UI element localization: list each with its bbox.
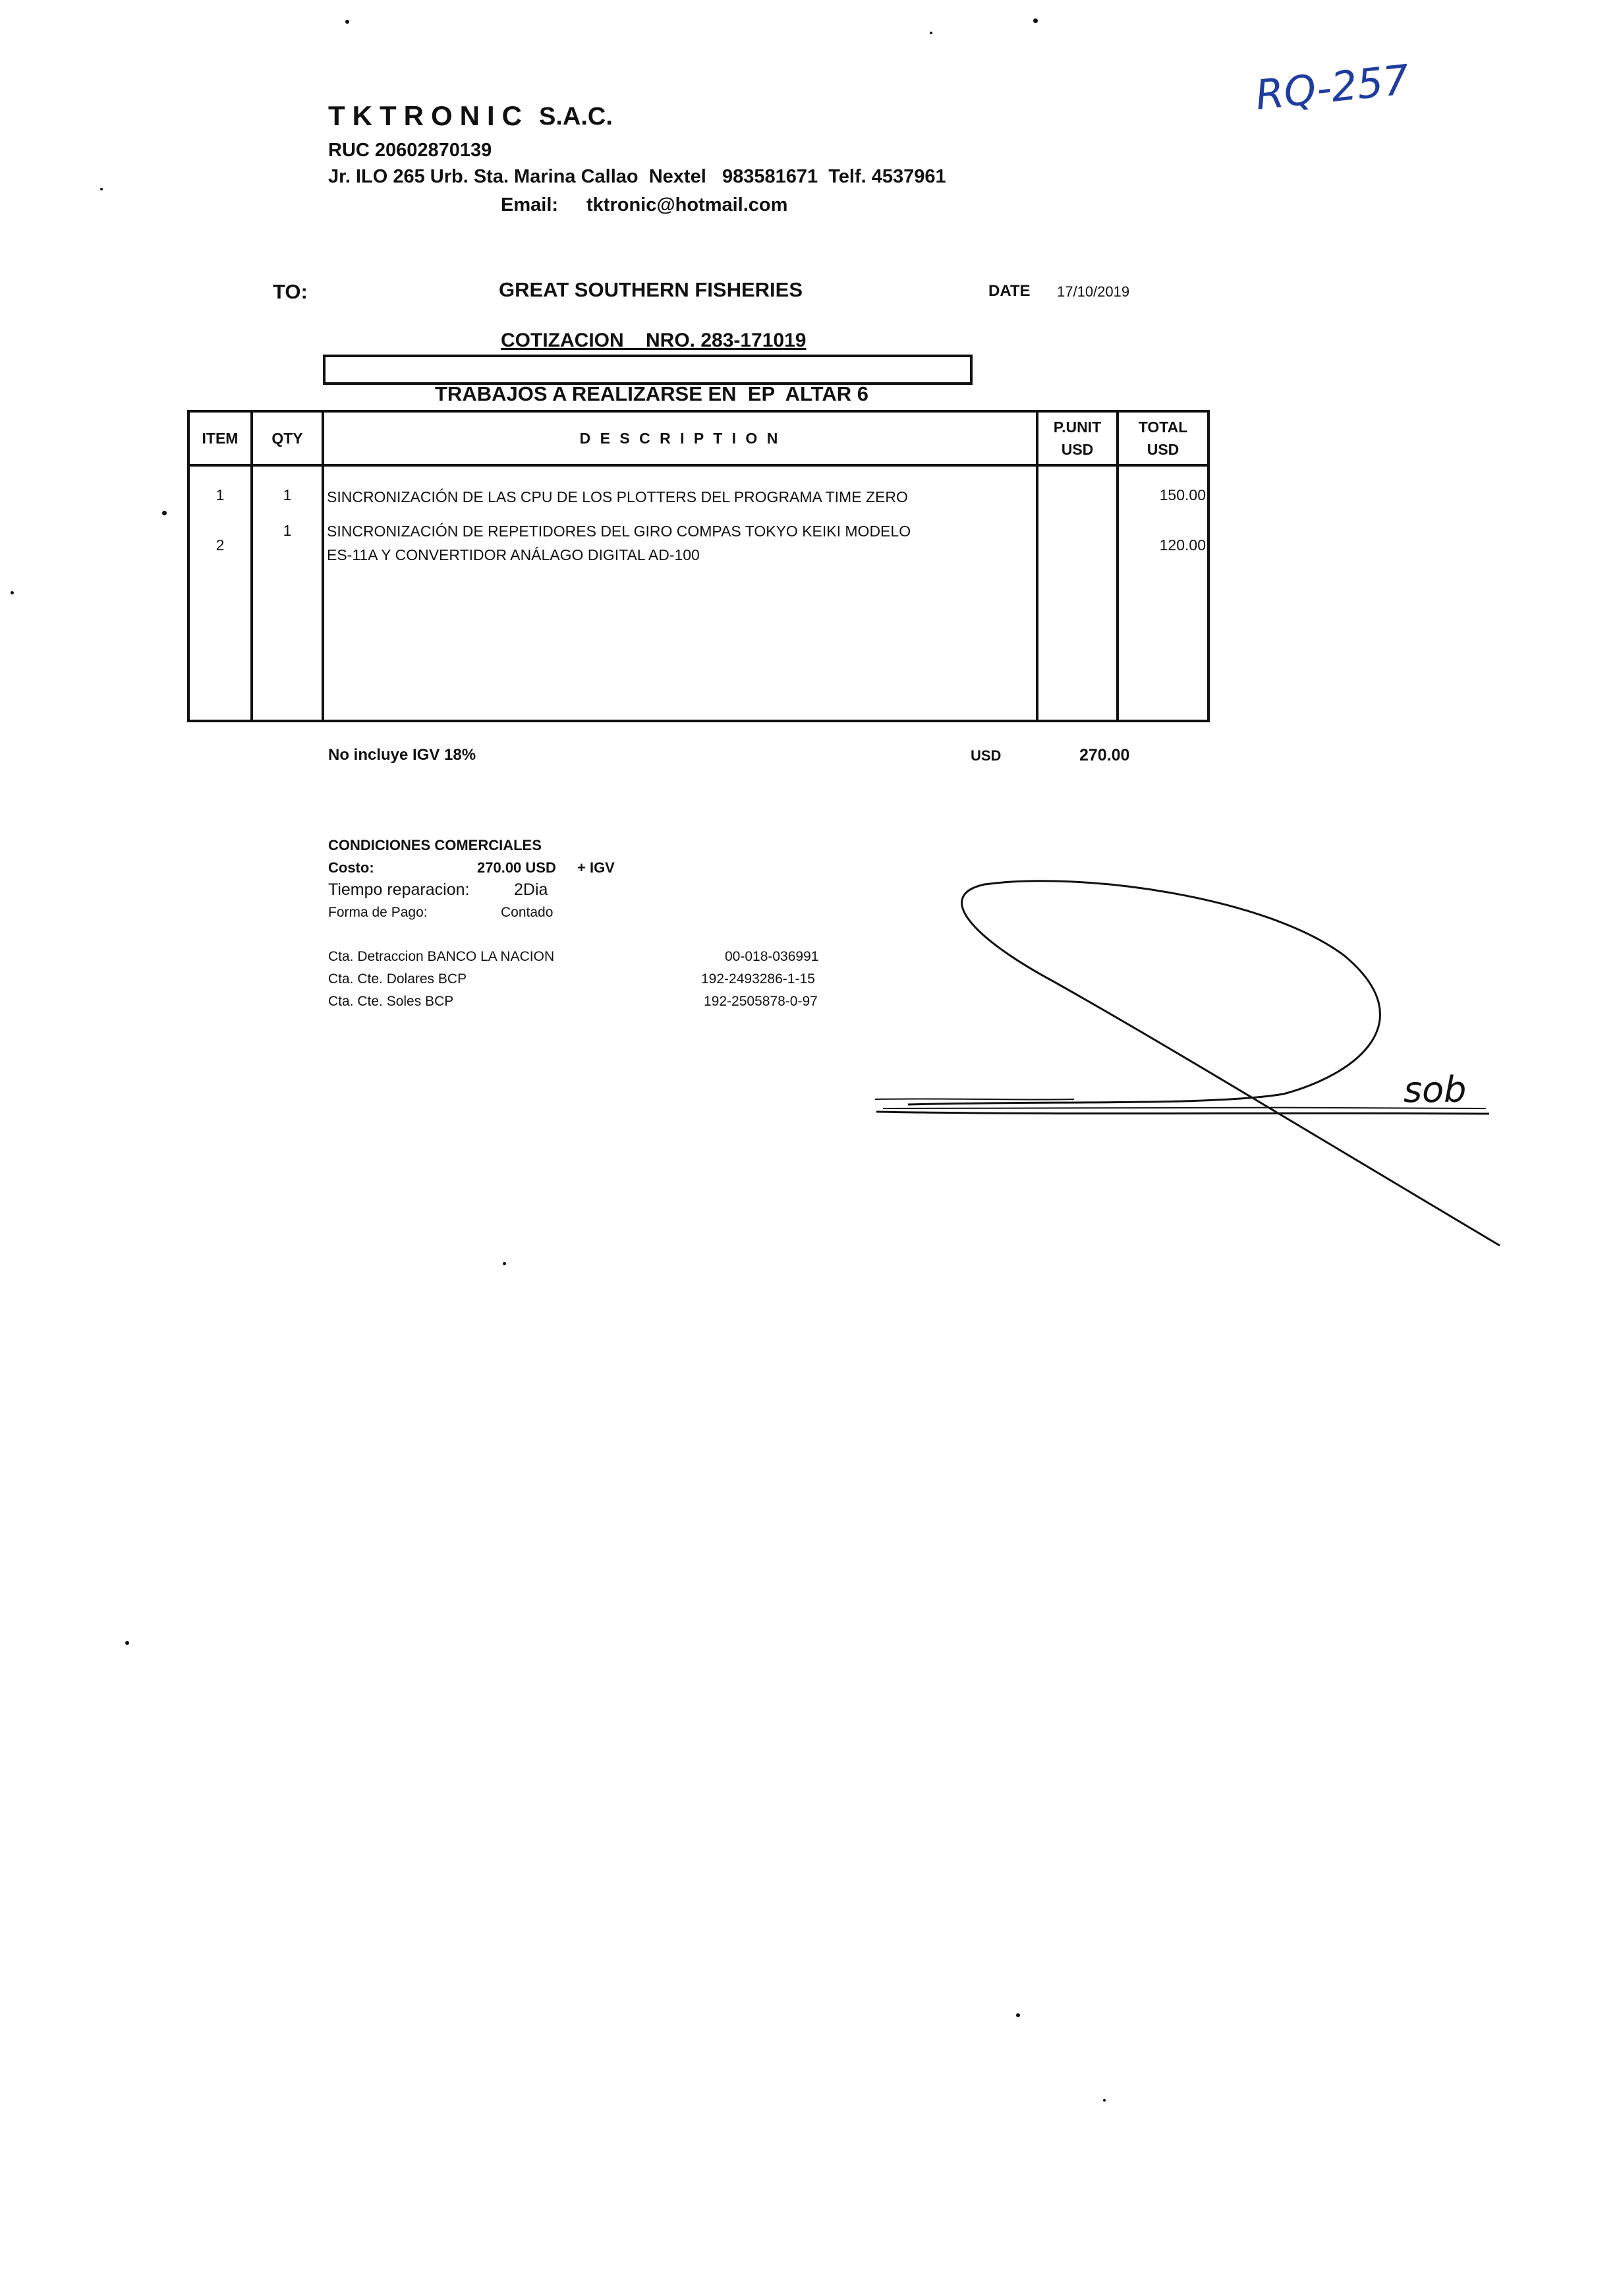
scan-speck — [930, 32, 932, 34]
scan-speck — [503, 1262, 506, 1265]
time-value: 2Dia — [514, 880, 548, 899]
handwritten-reference: RQ-257 — [1253, 55, 1411, 120]
date-label: DATE — [988, 282, 1031, 300]
scan-speck — [11, 591, 14, 594]
table-row — [188, 509, 1208, 721]
account-label: Cta. Cte. Dolares BCP — [328, 971, 467, 987]
signature-stroke — [908, 881, 1500, 1246]
row1-item: 1 — [188, 465, 252, 509]
row2-description-line1: SINCRONIZACIÓN DE REPETIDORES DEL GIRO COMPAS TOKYO KEIKI MODELO — [327, 523, 911, 540]
quote-number: COTIZACION NRO. 283-171019 — [501, 330, 807, 351]
row2-unit — [1037, 509, 1118, 721]
payment-label: Forma de Pago: — [328, 905, 428, 920]
account-label: Cta. Detraccion BANCO LA NACION — [328, 949, 555, 964]
header-qty: QTY — [252, 411, 323, 465]
row1-unit — [1037, 465, 1118, 509]
account-number: 192-2493286-1-15 — [701, 971, 815, 987]
header-total — [1118, 411, 1208, 465]
company-name: TKTRONIC — [328, 100, 529, 131]
client-name: GREAT SOUTHERN FISHERIES — [499, 278, 803, 301]
account-number: 00-018-036991 — [725, 949, 819, 964]
conditions-heading: CONDICIONES COMERCIALES — [328, 837, 542, 853]
cost-label: Costo: — [328, 859, 374, 876]
header-unit-line2: USD — [1061, 441, 1094, 458]
total-amount: 270.00 — [1079, 746, 1130, 764]
cost-value: 270.00 USD — [477, 859, 556, 876]
header-description: D E S C R I P T I O N — [323, 411, 1037, 465]
signature-underline — [876, 1112, 1489, 1114]
company-email-label: Email: — [501, 194, 559, 215]
row1-description: SINCRONIZACIÓN DE LAS CPU DE LOS PLOTTERS DEL PROGRAMA TIME ZERO — [323, 465, 1037, 509]
to-label: TO: — [273, 280, 308, 303]
row2-total: 120.00 — [1118, 509, 1208, 721]
items-table — [187, 410, 1210, 722]
cost-extra: + IGV — [577, 859, 615, 876]
table-row — [188, 465, 1208, 509]
payment-value: Contado — [501, 905, 554, 920]
header-unit-line1: P.UNIT — [1053, 418, 1102, 436]
company-suffix: S.A.C. — [539, 103, 613, 130]
work-title: TRABAJOS A REALIZARSE EN EP ALTAR 6 — [435, 382, 868, 405]
scan-speck — [1103, 2099, 1106, 2102]
table-header-row — [188, 411, 1208, 465]
header-unit-price — [1037, 411, 1118, 465]
row2-description-line2: ES-11A Y CONVERTIDOR ANÁLAGO DIGITAL AD-100 — [327, 546, 700, 563]
header-item: ITEM — [188, 411, 252, 465]
scan-speck — [1033, 18, 1038, 23]
row2-qty: 1 — [252, 509, 323, 721]
scan-speck — [125, 1641, 129, 1645]
company-ruc: RUC 20602870139 — [328, 140, 492, 161]
signature-underline-2 — [883, 1108, 1486, 1109]
row1-total: 150.00 — [1118, 465, 1208, 509]
signature — [857, 857, 1516, 1265]
scan-speck — [345, 20, 349, 24]
scan-speck — [1016, 2013, 1020, 2017]
account-number: 192-2505878-0-97 — [704, 994, 818, 1009]
row1-qty: 1 — [252, 465, 323, 509]
signature-initials: sob — [1404, 1069, 1467, 1110]
total-currency: USD — [971, 747, 1002, 764]
igv-note: No incluye IGV 18% — [328, 746, 476, 764]
row2-item: 2 — [188, 509, 252, 721]
reference-box — [323, 355, 973, 385]
company-address: Jr. ILO 265 Urb. Sta. Marina Callao Nextel 983581671 Telf. 4537961 — [328, 166, 946, 187]
row2-description — [323, 509, 1037, 721]
date-value: 17/10/2019 — [1057, 283, 1130, 300]
time-label: Tiempo reparacion: — [328, 880, 470, 899]
scan-speck — [100, 188, 103, 190]
account-label: Cta. Cte. Soles BCP — [328, 994, 454, 1009]
scan-speck — [162, 511, 167, 515]
header-total-line2: USD — [1147, 441, 1179, 458]
header-total-line1: TOTAL — [1138, 418, 1188, 436]
company-email: tktronic@hotmail.com — [586, 194, 788, 215]
